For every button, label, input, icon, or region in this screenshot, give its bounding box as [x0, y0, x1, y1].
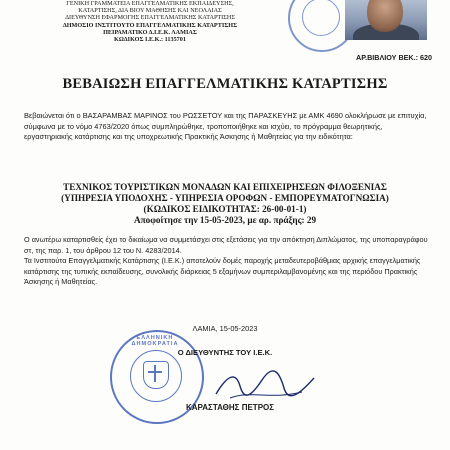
document-title: ΒΕΒΑΙΩΣΗ ΕΠΑΓΓΕΛΜΑΤΙΚΗΣ ΚΑΤΑΡΤΙΣΗΣ [62, 76, 388, 92]
act-number: με αρ. πράξης: 29 [247, 215, 317, 225]
place-date: ΛΑΜΙΑ, 15-05-2023 [192, 324, 258, 333]
specialty-line-2: (ΥΠΗΡΕΣΙΑ ΥΠΟΔΟΧΗΣ - ΥΠΗΡΕΣΙΑ ΟΡΟΦΩΝ - ΕΜΠΟΡΕΥΜΑΤΟΓΝΩΣΙΑ) [61, 193, 389, 203]
exam-rights-text: Ο ανωτέρω καταρτισθείς έχει το δικαίωμα να συμμετάσχει στις εξετάσεις για την απόκτηση Διπλώματος, της υποπαραγράφου στ, της παρ. 1, του άρθρου 12 του Ν. 4283/2014. [24, 235, 428, 255]
signature-icon [210, 368, 320, 404]
holder-photo [345, 0, 427, 40]
specialty-line-1: ΤΕΧΝΙΚΟΣ ΤΟΥΡΙΣΤΙΚΩΝ ΜΟΝΑΔΩΝ ΚΑΙ ΕΠΙΧΕΙΡΗΣΕΩΝ ΦΙΛΟΞΕΝΙΑΣ [63, 182, 387, 192]
specialty-code: (ΚΩΔΙΚΟΣ ΕΙΔΙΚΟΤΗΤΑΣ: 26-00-01-1) [143, 204, 307, 214]
book-reference: ΑΡ.ΒΙΒΛΙΟΥ ΒΕΚ.: 620 [356, 53, 432, 62]
header-line-6: ΚΩΔΙΚΟΣ Ι.Ε.Κ.: 1135701 [114, 36, 186, 44]
photo-face [367, 0, 403, 32]
header-line-1: ΓΕΝΙΚΗ ΓΡΑΜΜΑΤΕΙΑ ΕΠΑΓΓΕΛΜΑΤΙΚΗΣ ΕΚΠΑΙΔΕΥΣΗΣ, [66, 0, 234, 7]
specialty-block [0, 182, 450, 226]
issuer-header [0, 0, 300, 43]
seal-text: ΕΛΛΗΝΙΚΗ ΔΗΜΟΚΡΑΤΙΑ [131, 335, 179, 347]
coat-of-arms-icon [143, 361, 169, 389]
director-label: Ο ΔΙΕΥΘΥΝΤΗΣ ΤΟΥ Ι.Ε.Κ. [177, 348, 273, 357]
rights-paragraph [24, 235, 430, 288]
header-line-2: ΚΑΤΑΡΤΙΣΗΣ, ΔΙΑ ΒΙΟΥ ΜΑΘΗΣΗΣ ΚΑΙ ΝΕΟΛΑΙΑΣ [78, 7, 222, 15]
header-line-4: ΔΗΜΟΣΙΟ ΙΝΣΤΙΤΟΥΤΟ ΕΠΑΓΓΕΛΜΑΤΙΚΗΣ ΚΑΤΑΡΤΙΣΗΣ [62, 21, 238, 29]
signer-name: ΚΑΡΑΣΤΑΘΗΣ ΠΕΤΡΟΣ [185, 403, 275, 412]
graduation-line [0, 215, 450, 226]
certification-paragraph: Βεβαιώνεται ότι ο ΒΑΣΑΡΑΜΒΑΣ ΜΑΡΙΝΟΣ του ΡΩΣΣΕΤΟΥ και της ΠΑΡΑΣΚΕΥΗΣ με ΑΜΚ 4690 ολοκλήρωσε με επιτυχία, σύμφωνα με το νόμο 4763/2020 όπως συμπληρώθηκε, τροποποιήθηκε και ισχύει, το πρόγραμμα θεωρητικής, εργαστηριακής κατάρτισης και της υποχρεωτικής Πρακτικής Άσκησης ή Μαθητείας για την ειδικότητα: [24, 111, 427, 142]
header-line-3: ΔΙΕΥΘΥΝΣΗ ΕΦΑΡΜΟΓΗΣ ΕΠΑΓΓΕΛΜΑΤΙΚΗΣ ΚΑΤΑΡΤΙΣΗΣ [65, 14, 235, 22]
header-line-5: ΠΕΙΡΑΜΑΤΙΚΟ Δ.Ι.Ε.Κ. ΛΑΜΙΑΣ [103, 28, 197, 36]
iek-definition-text: Τα Ινστιτούτα Επαγγελματικής Κατάρτισης (Ι.Ε.Κ.) αποτελούν δομές παροχής μεταδευτεροβάθμιας αρχικής επαγγελματικής κατάρτισης της τυπικής εκπαίδευσης, συνολικής διάρκειας 5 εξαμήνων συμπεριλαμβανομένης και της περιόδου Πρακτικής Άσκησης ή Μαθητείας. [24, 256, 421, 287]
graduation-date: Αποφοίτησε την 15-05-2023, [133, 215, 246, 225]
